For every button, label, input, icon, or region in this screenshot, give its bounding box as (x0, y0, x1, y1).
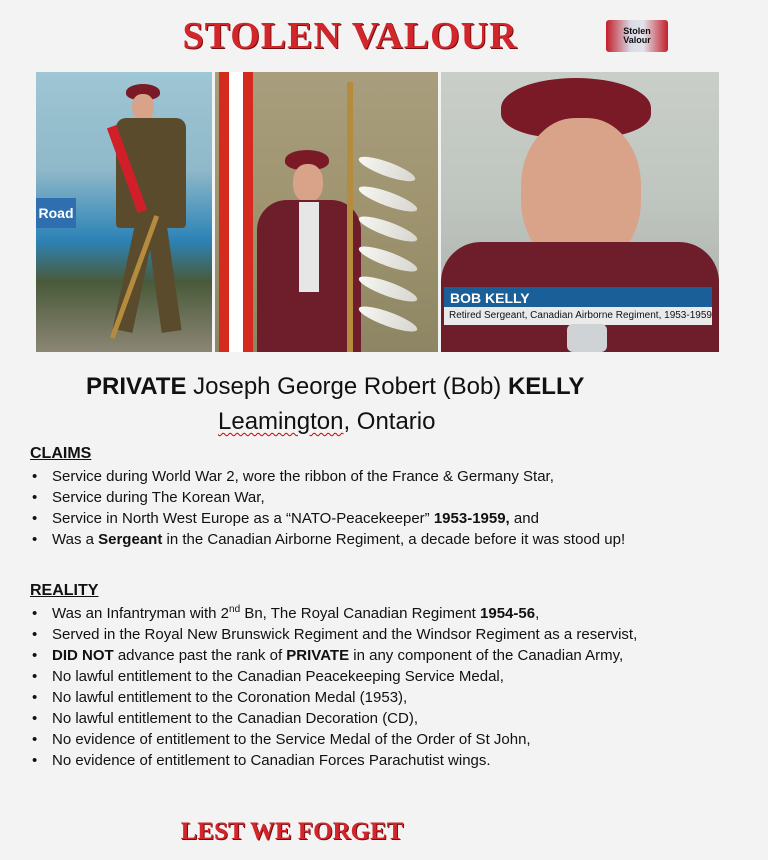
photo-strip (36, 72, 719, 352)
reality-item: • No lawful entitlement to the Coronation Medal (1953), (30, 687, 637, 708)
eagle-staff (347, 82, 353, 352)
photo-flag-staff (215, 72, 438, 352)
claim-item: • Service in North West Europe as a “NATO-Peacekeeper” 1953-1959, and (30, 508, 625, 529)
subject-surname: KELLY (507, 373, 585, 400)
subject-town: Leamington (218, 408, 344, 435)
reality-title: REALITY (30, 582, 99, 599)
subject-location (218, 407, 435, 437)
subject-name (86, 372, 584, 402)
subject-rank: PRIVATE (86, 373, 187, 400)
claims-title: CLAIMS (30, 445, 92, 462)
face-figure (293, 164, 323, 202)
claim-item: • Was a Sergeant in the Canadian Airborne Regiment, a decade before it was stood up! (30, 529, 625, 550)
claims-list (30, 466, 625, 550)
footer-slogan: LEST WE FORGET (180, 818, 404, 845)
feather (356, 272, 419, 306)
canada-flag (219, 72, 253, 352)
poster-title: STOLEN VALOUR (182, 15, 518, 57)
face-figure (132, 94, 154, 120)
logo-line-1: Stolen (623, 26, 651, 36)
reality-item: • No evidence of entitlement to the Service Medal of the Order of St John, (30, 729, 637, 750)
reality-item: • No lawful entitlement to the Canadian Decoration (CD), (30, 708, 637, 729)
reality-item: • DID NOT advance past the rank of PRIVATE in any component of the Canadian Army, (30, 645, 637, 666)
logo-line-2: Valour (623, 35, 651, 45)
feather (356, 152, 417, 186)
reality-item: • Served in the Royal New Brunswick Regiment and the Windsor Regiment as a reservist, (30, 624, 637, 645)
reality-item: • Was an Infantryman with 2nd Bn, The Royal Canadian Regiment 1954-56, (30, 603, 637, 624)
feather (356, 242, 419, 276)
subject-province: , Ontario (343, 408, 436, 435)
reality-list (30, 603, 637, 771)
tv-caption (444, 287, 712, 325)
subject-given-names: Joseph George Robert (Bob) (193, 373, 502, 400)
feather (356, 302, 419, 336)
claim-item: • Service during The Korean War, (30, 487, 625, 508)
photo-protest-camp (36, 72, 212, 352)
caption-role: Retired Sergeant, Canadian Airborne Regiment, 1953-1959 (444, 307, 712, 325)
photo-tv-interview (441, 72, 719, 352)
caption-name: BOB KELLY (450, 290, 530, 306)
claim-item: • Service during World War 2, wore the ribbon of the France & Germany Star, (30, 466, 625, 487)
reality-item: • No lawful entitlement to the Canadian Peacekeeping Service Medal, (30, 666, 637, 687)
reality-item: • No evidence of entitlement to Canadian Forces Parachutist wings. (30, 750, 637, 771)
leg-right (146, 221, 181, 333)
road-sign: Road (36, 198, 76, 228)
shirt-tie (299, 202, 319, 292)
stolen-valour-logo (606, 20, 668, 52)
feather (356, 212, 419, 246)
feather (356, 182, 419, 216)
microphone (567, 324, 607, 352)
